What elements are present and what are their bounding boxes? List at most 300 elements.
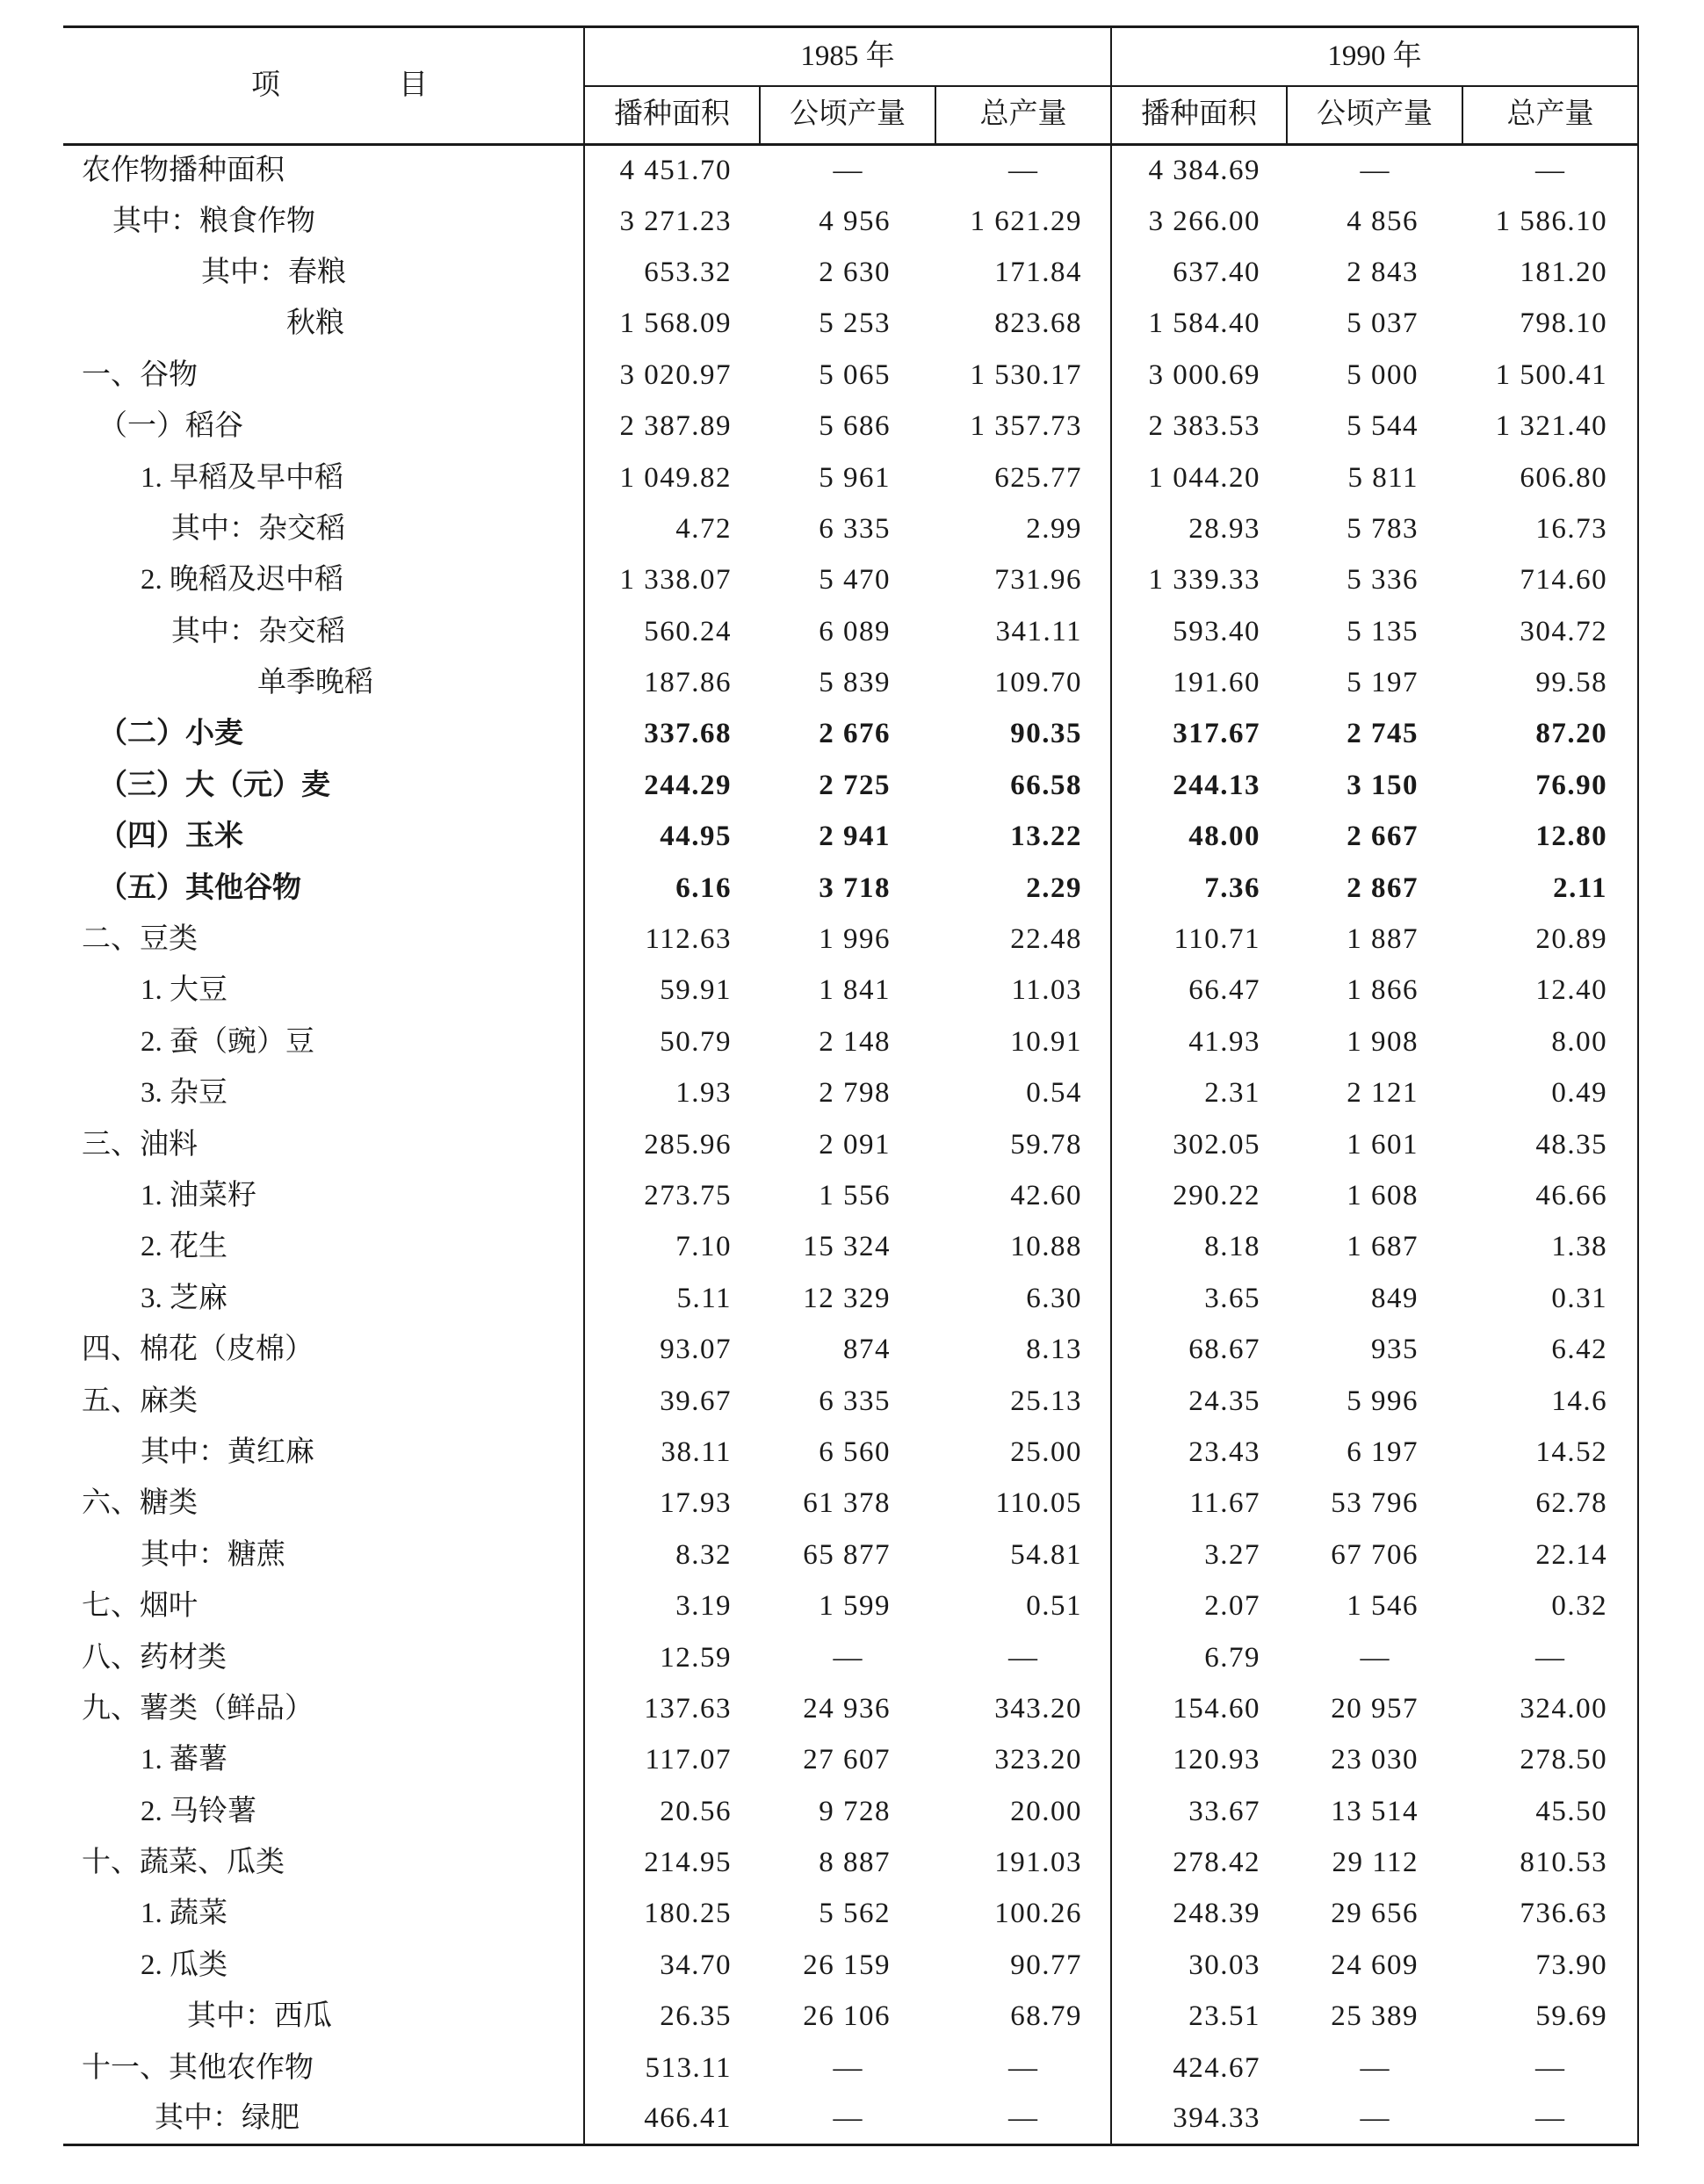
cell-1985-yield-per-hectare: 5 470 — [819, 564, 891, 597]
cell-1985-sown-area: 137.63 — [644, 1692, 732, 1725]
item-header-char: 项 — [251, 69, 280, 101]
table-row — [63, 657, 1638, 708]
cell-1985-total-output: 10.91 — [935, 1016, 1111, 1067]
cell-1990-total-output: 48.35 — [1462, 1119, 1638, 1170]
cell-1985-sown-area: 38.11 — [661, 1436, 732, 1468]
cell-1990-total-output: 304.72 — [1462, 606, 1638, 657]
cell-1985-sown-area: 244.29 — [644, 769, 732, 801]
row-item-label: （一）稻谷 — [63, 401, 584, 452]
row-item-label: 1. 油菜籽 — [63, 1170, 584, 1221]
cell-1990-yield-per-hectare: 2 121 — [1347, 1077, 1419, 1110]
cell-1990-sown-area: 154.60 — [1173, 1692, 1261, 1725]
cell-1990-yield-per-hectare: 5 811 — [1347, 461, 1419, 494]
cell-1990-yield-per-hectare: 2 843 — [1347, 256, 1419, 288]
table-row — [63, 452, 1638, 503]
cell-1985-sown-area: 187.86 — [644, 667, 732, 699]
cell-1985-sown-area: 1 338.07 — [619, 564, 732, 597]
cell-1985-yield-per-hectare: 5 253 — [819, 307, 891, 340]
cell-1990-total-output: 22.14 — [1462, 1530, 1638, 1580]
cell-1985-sown-area: 273.75 — [644, 1180, 732, 1211]
cell-1985-yield-per-hectare: 2 798 — [819, 1077, 891, 1110]
table-row — [63, 1273, 1638, 1324]
cell-1985-yield-per-hectare: 1 556 — [819, 1180, 891, 1211]
row-item-label: 十一、其他农作物 — [63, 2043, 584, 2094]
cell-1990-total-output: 810.53 — [1462, 1837, 1638, 1888]
cell-1985-yield-per-hectare: — — [833, 2051, 863, 2084]
cell-1990-sown-area: 30.03 — [1188, 1949, 1261, 1981]
table-row — [63, 401, 1638, 452]
cell-1985-sown-area: 12.59 — [660, 1641, 732, 1674]
cell-1990-total-output: 14.6 — [1462, 1376, 1638, 1427]
cell-1990-yield-per-hectare: 5 336 — [1347, 564, 1419, 597]
row-item-label: 其中：春粮 — [63, 247, 584, 298]
row-item-label: （二）小麦 — [63, 709, 584, 760]
cell-1985-yield-per-hectare: 5 686 — [819, 410, 891, 443]
cell-1985-yield-per-hectare: 6 089 — [819, 615, 891, 647]
crop-statistics-table — [63, 25, 1639, 2146]
cell-1985-sown-area: 59.91 — [660, 974, 732, 1007]
cell-1990-yield-per-hectare: 5 197 — [1347, 667, 1419, 699]
cell-1985-sown-area: 8.32 — [675, 1538, 732, 1571]
table-row — [63, 196, 1638, 247]
row-item-label: 四、棉花（皮棉） — [63, 1324, 584, 1375]
cell-1990-total-output: 20.89 — [1462, 914, 1638, 965]
cell-1990-yield-per-hectare: — — [1360, 154, 1390, 186]
cell-1990-total-output: 87.20 — [1462, 709, 1638, 760]
row-item-label: （四）玉米 — [63, 812, 584, 863]
cell-1990-yield-per-hectare: 1 866 — [1347, 974, 1419, 1007]
cell-1985-sown-area: 560.24 — [644, 615, 732, 647]
cell-1985-yield-per-hectare: 6 560 — [819, 1436, 891, 1468]
cell-1985-sown-area: 3 020.97 — [619, 358, 732, 391]
row-item-label: 其中：黄红麻 — [63, 1427, 584, 1478]
cell-1990-total-output: 45.50 — [1462, 1786, 1638, 1837]
cell-1985-sown-area: 2 387.89 — [619, 410, 732, 443]
cell-1985-yield-per-hectare: 1 599 — [819, 1590, 891, 1623]
cell-1985-yield-per-hectare: 2 091 — [819, 1128, 891, 1161]
cell-1985-total-output: 25.13 — [935, 1376, 1111, 1427]
cell-1990-yield-per-hectare: 5 544 — [1347, 410, 1419, 443]
table-row — [63, 1735, 1638, 1786]
cell-1990-total-output: 1.38 — [1462, 1222, 1638, 1273]
cell-1990-total-output: — — [1462, 145, 1638, 196]
cell-1990-total-output: 6.42 — [1462, 1324, 1638, 1375]
table-row — [63, 1683, 1638, 1734]
table-row — [63, 1786, 1638, 1837]
row-item-label: 2. 马铃薯 — [63, 1786, 584, 1837]
table-row — [63, 914, 1638, 965]
cell-1985-sown-area: 50.79 — [660, 1025, 732, 1058]
cell-1990-yield-per-hectare: 1 608 — [1347, 1180, 1419, 1211]
cell-1985-yield-per-hectare: 4 956 — [819, 205, 891, 237]
table-row — [63, 1940, 1638, 1991]
cell-1990-yield-per-hectare: 935 — [1371, 1334, 1419, 1366]
cell-1985-yield-per-hectare: 15 324 — [803, 1231, 891, 1263]
cell-1985-total-output: 625.77 — [935, 452, 1111, 503]
row-item-label: 五、麻类 — [63, 1376, 584, 1427]
cell-1990-sown-area: 4 384.69 — [1148, 154, 1261, 186]
cell-1990-sown-area: 637.40 — [1173, 256, 1261, 288]
cell-1990-yield-per-hectare: 24 609 — [1331, 1949, 1419, 1981]
cell-1990-total-output: 1 586.10 — [1462, 196, 1638, 247]
cell-1990-total-output: 16.73 — [1462, 503, 1638, 554]
col-1985-yield-per-hectare-header: 公顷产量 — [760, 86, 935, 145]
cell-1990-yield-per-hectare: 13 514 — [1331, 1795, 1419, 1827]
cell-1985-yield-per-hectare: 5 562 — [819, 1898, 891, 1930]
cell-1990-total-output: 1 321.40 — [1462, 401, 1638, 452]
cell-1985-yield-per-hectare: 12 329 — [803, 1282, 891, 1314]
cell-1985-yield-per-hectare: 3 718 — [819, 871, 891, 904]
cell-1985-sown-area: 466.41 — [644, 2102, 732, 2135]
cell-1990-yield-per-hectare: 23 030 — [1331, 1744, 1419, 1776]
cell-1985-sown-area: 39.67 — [660, 1385, 732, 1417]
cell-1985-yield-per-hectare: 8 887 — [819, 1847, 891, 1879]
table-row — [63, 709, 1638, 760]
cell-1990-sown-area: 2.31 — [1204, 1077, 1261, 1110]
row-item-label: 八、药材类 — [63, 1632, 584, 1683]
row-item-label: 农作物播种面积 — [63, 145, 584, 196]
item-column-header — [63, 27, 584, 145]
table-row — [63, 350, 1638, 401]
cell-1985-sown-area: 214.95 — [644, 1847, 732, 1879]
cell-1990-total-output: 73.90 — [1462, 1940, 1638, 1991]
cell-1990-total-output: 798.10 — [1462, 299, 1638, 350]
table-row — [63, 760, 1638, 811]
cell-1985-sown-area: 180.25 — [644, 1898, 732, 1930]
cell-1985-total-output: 10.88 — [935, 1222, 1111, 1273]
cell-1985-total-output: 11.03 — [935, 965, 1111, 1016]
cell-1990-yield-per-hectare: 1 908 — [1347, 1025, 1419, 1058]
cell-1985-total-output: 90.35 — [935, 709, 1111, 760]
table-row — [63, 247, 1638, 298]
cell-1985-total-output: 100.26 — [935, 1889, 1111, 1940]
table-row — [63, 812, 1638, 863]
cell-1990-yield-per-hectare: 5 037 — [1347, 307, 1419, 340]
cell-1985-yield-per-hectare: 874 — [843, 1334, 891, 1366]
cell-1985-total-output: 68.79 — [935, 1992, 1111, 2043]
cell-1985-sown-area: 6.16 — [675, 871, 732, 904]
cell-1985-total-output: 0.54 — [935, 1068, 1111, 1119]
cell-1990-sown-area: 1 584.40 — [1148, 307, 1261, 340]
cell-1990-sown-area: 3 000.69 — [1148, 358, 1261, 391]
table-row — [63, 1632, 1638, 1683]
table-row — [63, 1222, 1638, 1273]
cell-1990-total-output: 46.66 — [1462, 1170, 1638, 1221]
cell-1990-sown-area: 23.43 — [1188, 1436, 1261, 1468]
cell-1985-total-output: 109.70 — [935, 657, 1111, 708]
cell-1990-yield-per-hectare: 1 687 — [1347, 1231, 1419, 1263]
cell-1990-sown-area: 23.51 — [1188, 2000, 1261, 2033]
table-row — [63, 606, 1638, 657]
row-item-label: 一、谷物 — [63, 350, 584, 401]
table-row — [63, 1324, 1638, 1375]
cell-1990-sown-area: 1 044.20 — [1148, 461, 1261, 494]
cell-1985-yield-per-hectare: 1 996 — [819, 923, 891, 956]
table-row — [63, 1068, 1638, 1119]
cell-1985-sown-area: 285.96 — [644, 1128, 732, 1161]
cell-1985-sown-area: 93.07 — [660, 1334, 732, 1366]
table-row — [63, 145, 1638, 196]
cell-1985-sown-area: 653.32 — [644, 256, 732, 288]
table-body — [63, 145, 1638, 2145]
row-item-label: 其中：西瓜 — [63, 1992, 584, 2043]
cell-1985-total-output: 171.84 — [935, 247, 1111, 298]
cell-1985-yield-per-hectare: 2 676 — [819, 718, 891, 750]
cell-1990-yield-per-hectare: 5 783 — [1347, 512, 1419, 545]
cell-1985-yield-per-hectare: 1 841 — [819, 974, 891, 1007]
table-row — [63, 1992, 1638, 2043]
cell-1985-sown-area: 34.70 — [660, 1949, 732, 1981]
table-row — [63, 299, 1638, 350]
cell-1990-sown-area: 424.67 — [1173, 2051, 1261, 2084]
cell-1990-total-output: 2.11 — [1462, 863, 1638, 914]
cell-1990-yield-per-hectare: 6 197 — [1347, 1436, 1419, 1468]
cell-1990-yield-per-hectare: 3 150 — [1347, 769, 1419, 801]
cell-1990-sown-area: 191.60 — [1173, 667, 1261, 699]
cell-1990-sown-area: 120.93 — [1173, 1744, 1261, 1776]
cell-1985-total-output: — — [935, 145, 1111, 196]
cell-1985-yield-per-hectare: 27 607 — [803, 1744, 891, 1776]
cell-1990-sown-area: 48.00 — [1188, 821, 1261, 853]
table-header — [63, 27, 1638, 145]
cell-1985-total-output: 42.60 — [935, 1170, 1111, 1221]
cell-1985-total-output: 1 621.29 — [935, 196, 1111, 247]
cell-1985-sown-area: 44.95 — [660, 821, 732, 853]
row-item-label: 3. 杂豆 — [63, 1068, 584, 1119]
cell-1985-yield-per-hectare: 6 335 — [819, 512, 891, 545]
cell-1990-sown-area: 394.33 — [1173, 2102, 1261, 2135]
cell-1990-total-output: 12.80 — [1462, 812, 1638, 863]
cell-1990-total-output: 606.80 — [1462, 452, 1638, 503]
cell-1985-sown-area: 17.93 — [660, 1487, 732, 1520]
cell-1985-yield-per-hectare: 5 961 — [819, 461, 891, 494]
cell-1985-total-output: 1 530.17 — [935, 350, 1111, 401]
cell-1990-yield-per-hectare: 5 000 — [1347, 358, 1419, 391]
cell-1985-total-output: 110.05 — [935, 1479, 1111, 1530]
cell-1985-yield-per-hectare: 6 335 — [819, 1385, 891, 1417]
cell-1990-yield-per-hectare: 5 996 — [1347, 1385, 1419, 1417]
row-item-label: 2. 花生 — [63, 1222, 584, 1273]
cell-1985-sown-area: 4 451.70 — [619, 154, 732, 186]
row-item-label: 3. 芝麻 — [63, 1273, 584, 1324]
cell-1990-total-output: 0.49 — [1462, 1068, 1638, 1119]
cell-1985-yield-per-hectare: 2 725 — [819, 769, 891, 801]
cell-1990-sown-area: 11.67 — [1189, 1487, 1261, 1520]
cell-1990-sown-area: 110.71 — [1173, 923, 1261, 956]
cell-1990-sown-area: 244.13 — [1173, 769, 1261, 801]
cell-1990-sown-area: 248.39 — [1173, 1898, 1261, 1930]
cell-1990-yield-per-hectare: 849 — [1371, 1282, 1419, 1314]
row-item-label: 其中：杂交稻 — [63, 606, 584, 657]
cell-1990-total-output: 59.69 — [1462, 1992, 1638, 2043]
cell-1985-total-output: 13.22 — [935, 812, 1111, 863]
cell-1985-total-output: 6.30 — [935, 1273, 1111, 1324]
row-item-label: 十、蔬菜、瓜类 — [63, 1837, 584, 1888]
cell-1985-total-output: 343.20 — [935, 1683, 1111, 1734]
table-row — [63, 1837, 1638, 1888]
cell-1985-total-output: 2.29 — [935, 863, 1111, 914]
cell-1990-total-output: 14.52 — [1462, 1427, 1638, 1478]
row-item-label: 2. 蚕（豌）豆 — [63, 1016, 584, 1067]
cell-1985-yield-per-hectare: 2 941 — [819, 821, 891, 853]
cell-1985-yield-per-hectare: 5 065 — [819, 358, 891, 391]
cell-1985-total-output: 54.81 — [935, 1530, 1111, 1580]
row-item-label: 其中：杂交稻 — [63, 503, 584, 554]
cell-1990-sown-area: 3.27 — [1204, 1538, 1261, 1571]
cell-1990-yield-per-hectare: 1 887 — [1347, 923, 1419, 956]
cell-1985-total-output: 731.96 — [935, 555, 1111, 606]
cell-1990-sown-area: 28.93 — [1188, 512, 1261, 545]
cell-1990-yield-per-hectare: 4 856 — [1347, 205, 1419, 237]
cell-1985-total-output: — — [935, 2043, 1111, 2094]
year-1990-header: 1990 年 — [1111, 27, 1638, 86]
row-item-label: 九、薯类（鲜品） — [63, 1683, 584, 1734]
cell-1990-yield-per-hectare: 29 112 — [1332, 1847, 1419, 1879]
cell-1985-yield-per-hectare: 65 877 — [803, 1538, 891, 1571]
cell-1985-total-output: 8.13 — [935, 1324, 1111, 1375]
cell-1985-sown-area: 112.63 — [645, 923, 732, 956]
cell-1985-yield-per-hectare: 26 106 — [803, 2000, 891, 2033]
row-item-label: 2. 晚稻及迟中稻 — [63, 555, 584, 606]
cell-1985-total-output: 1 357.73 — [935, 401, 1111, 452]
table-row — [63, 1580, 1638, 1631]
year-1985-header: 1985 年 — [584, 27, 1111, 86]
cell-1985-total-output: 191.03 — [935, 1837, 1111, 1888]
table-row — [63, 1016, 1638, 1067]
cell-1985-yield-per-hectare: — — [833, 154, 863, 186]
cell-1990-yield-per-hectare: 53 796 — [1331, 1487, 1419, 1520]
cell-1985-sown-area: 4.72 — [675, 512, 732, 545]
cell-1985-total-output: 2.99 — [935, 503, 1111, 554]
table-row — [63, 2043, 1638, 2094]
cell-1990-total-output: 1 500.41 — [1462, 350, 1638, 401]
col-1990-sown-area-header: 播种面积 — [1111, 86, 1287, 145]
cell-1985-sown-area: 20.56 — [660, 1795, 732, 1827]
col-1985-sown-area-header: 播种面积 — [584, 86, 760, 145]
cell-1985-total-output: 22.48 — [935, 914, 1111, 965]
cell-1985-total-output: 20.00 — [935, 1786, 1111, 1837]
cell-1985-yield-per-hectare: 24 936 — [803, 1692, 891, 1725]
cell-1985-yield-per-hectare: 5 839 — [819, 667, 891, 699]
cell-1985-yield-per-hectare: 61 378 — [803, 1487, 891, 1520]
cell-1990-yield-per-hectare: 1 546 — [1347, 1590, 1419, 1623]
cell-1990-yield-per-hectare: 2 867 — [1347, 871, 1419, 904]
table-row — [63, 965, 1638, 1016]
cell-1985-sown-area: 7.10 — [675, 1231, 732, 1263]
cell-1990-total-output: 12.40 — [1462, 965, 1638, 1016]
row-item-label: 七、烟叶 — [63, 1580, 584, 1631]
cell-1990-yield-per-hectare: 2 745 — [1347, 718, 1419, 750]
cell-1985-sown-area: 1.93 — [675, 1077, 732, 1110]
table-row — [63, 1170, 1638, 1221]
cell-1990-total-output: 0.31 — [1462, 1273, 1638, 1324]
cell-1985-sown-area: 337.68 — [644, 718, 732, 750]
cell-1990-total-output: — — [1462, 2094, 1638, 2144]
row-item-label: 1. 蔬菜 — [63, 1889, 584, 1940]
cell-1990-sown-area: 290.22 — [1173, 1180, 1261, 1211]
cell-1985-yield-per-hectare: 2 148 — [819, 1025, 891, 1058]
cell-1985-total-output: — — [935, 2094, 1111, 2144]
cell-1985-sown-area: 3.19 — [675, 1590, 732, 1623]
row-item-label: （三）大（元）麦 — [63, 760, 584, 811]
table-row — [63, 1427, 1638, 1478]
cell-1985-total-output: 823.68 — [935, 299, 1111, 350]
cell-1985-yield-per-hectare: 26 159 — [803, 1949, 891, 1981]
row-item-label: 其中：绿肥 — [63, 2094, 584, 2144]
table-row — [63, 1479, 1638, 1530]
cell-1990-sown-area: 2 383.53 — [1148, 410, 1261, 443]
cell-1990-yield-per-hectare: — — [1360, 1641, 1390, 1674]
cell-1985-total-output: 25.00 — [935, 1427, 1111, 1478]
cell-1985-total-output: 341.11 — [935, 606, 1111, 657]
cell-1985-total-output: 66.58 — [935, 760, 1111, 811]
cell-1985-total-output: 323.20 — [935, 1735, 1111, 1786]
cell-1990-total-output: 324.00 — [1462, 1683, 1638, 1734]
row-item-label: 单季晚稻 — [63, 657, 584, 708]
table-row — [63, 1119, 1638, 1170]
cell-1990-total-output: 99.58 — [1462, 657, 1638, 708]
cell-1990-yield-per-hectare: — — [1360, 2102, 1390, 2135]
cell-1985-sown-area: 26.35 — [660, 2000, 732, 2033]
cell-1985-yield-per-hectare: 9 728 — [819, 1795, 891, 1827]
row-item-label: 2. 瓜类 — [63, 1940, 584, 1991]
cell-1990-total-output: 181.20 — [1462, 247, 1638, 298]
cell-1990-yield-per-hectare: 2 667 — [1347, 821, 1419, 853]
cell-1990-sown-area: 66.47 — [1188, 974, 1261, 1007]
cell-1990-total-output: 714.60 — [1462, 555, 1638, 606]
cell-1990-sown-area: 7.36 — [1204, 871, 1261, 904]
table-row — [63, 1530, 1638, 1580]
cell-1985-yield-per-hectare: — — [833, 2102, 863, 2135]
cell-1990-sown-area: 3 266.00 — [1148, 205, 1261, 237]
table-row — [63, 863, 1638, 914]
cell-1985-total-output: 90.77 — [935, 1940, 1111, 1991]
row-item-label: 1. 蕃薯 — [63, 1735, 584, 1786]
cell-1990-sown-area: 302.05 — [1173, 1128, 1261, 1161]
cell-1990-sown-area: 317.67 — [1173, 718, 1261, 750]
cell-1990-sown-area: 41.93 — [1188, 1025, 1261, 1058]
table-row — [63, 1889, 1638, 1940]
col-1990-total-output-header: 总产量 — [1462, 86, 1638, 145]
row-item-label: 1. 早稻及早中稻 — [63, 452, 584, 503]
col-1990-yield-per-hectare-header: 公顷产量 — [1287, 86, 1462, 145]
row-item-label: 二、豆类 — [63, 914, 584, 965]
cell-1990-sown-area: 8.18 — [1204, 1231, 1261, 1263]
cell-1990-yield-per-hectare: 29 656 — [1331, 1898, 1419, 1930]
table-row — [63, 503, 1638, 554]
cell-1985-yield-per-hectare: — — [833, 1641, 863, 1674]
cell-1990-total-output: 0.32 — [1462, 1580, 1638, 1631]
cell-1990-yield-per-hectare: 20 957 — [1331, 1692, 1419, 1725]
header-row-years — [63, 27, 1638, 86]
cell-1990-total-output: 278.50 — [1462, 1735, 1638, 1786]
table-row — [63, 1376, 1638, 1427]
cell-1990-sown-area: 24.35 — [1188, 1385, 1261, 1417]
cell-1990-sown-area: 1 339.33 — [1148, 564, 1261, 597]
cell-1990-yield-per-hectare: 25 389 — [1331, 2000, 1419, 2033]
row-item-label: 1. 大豆 — [63, 965, 584, 1016]
cell-1985-total-output: — — [935, 1632, 1111, 1683]
row-item-label: 六、糖类 — [63, 1479, 584, 1530]
cell-1990-sown-area: 6.79 — [1204, 1641, 1261, 1674]
table-row — [63, 2094, 1638, 2144]
cell-1985-sown-area: 1 568.09 — [619, 307, 732, 340]
row-item-label: 三、油料 — [63, 1119, 584, 1170]
cell-1990-yield-per-hectare: — — [1360, 2051, 1390, 2084]
cell-1990-yield-per-hectare: 1 601 — [1347, 1128, 1419, 1161]
cell-1990-yield-per-hectare: 5 135 — [1347, 615, 1419, 647]
cell-1985-sown-area: 513.11 — [645, 2051, 732, 2084]
